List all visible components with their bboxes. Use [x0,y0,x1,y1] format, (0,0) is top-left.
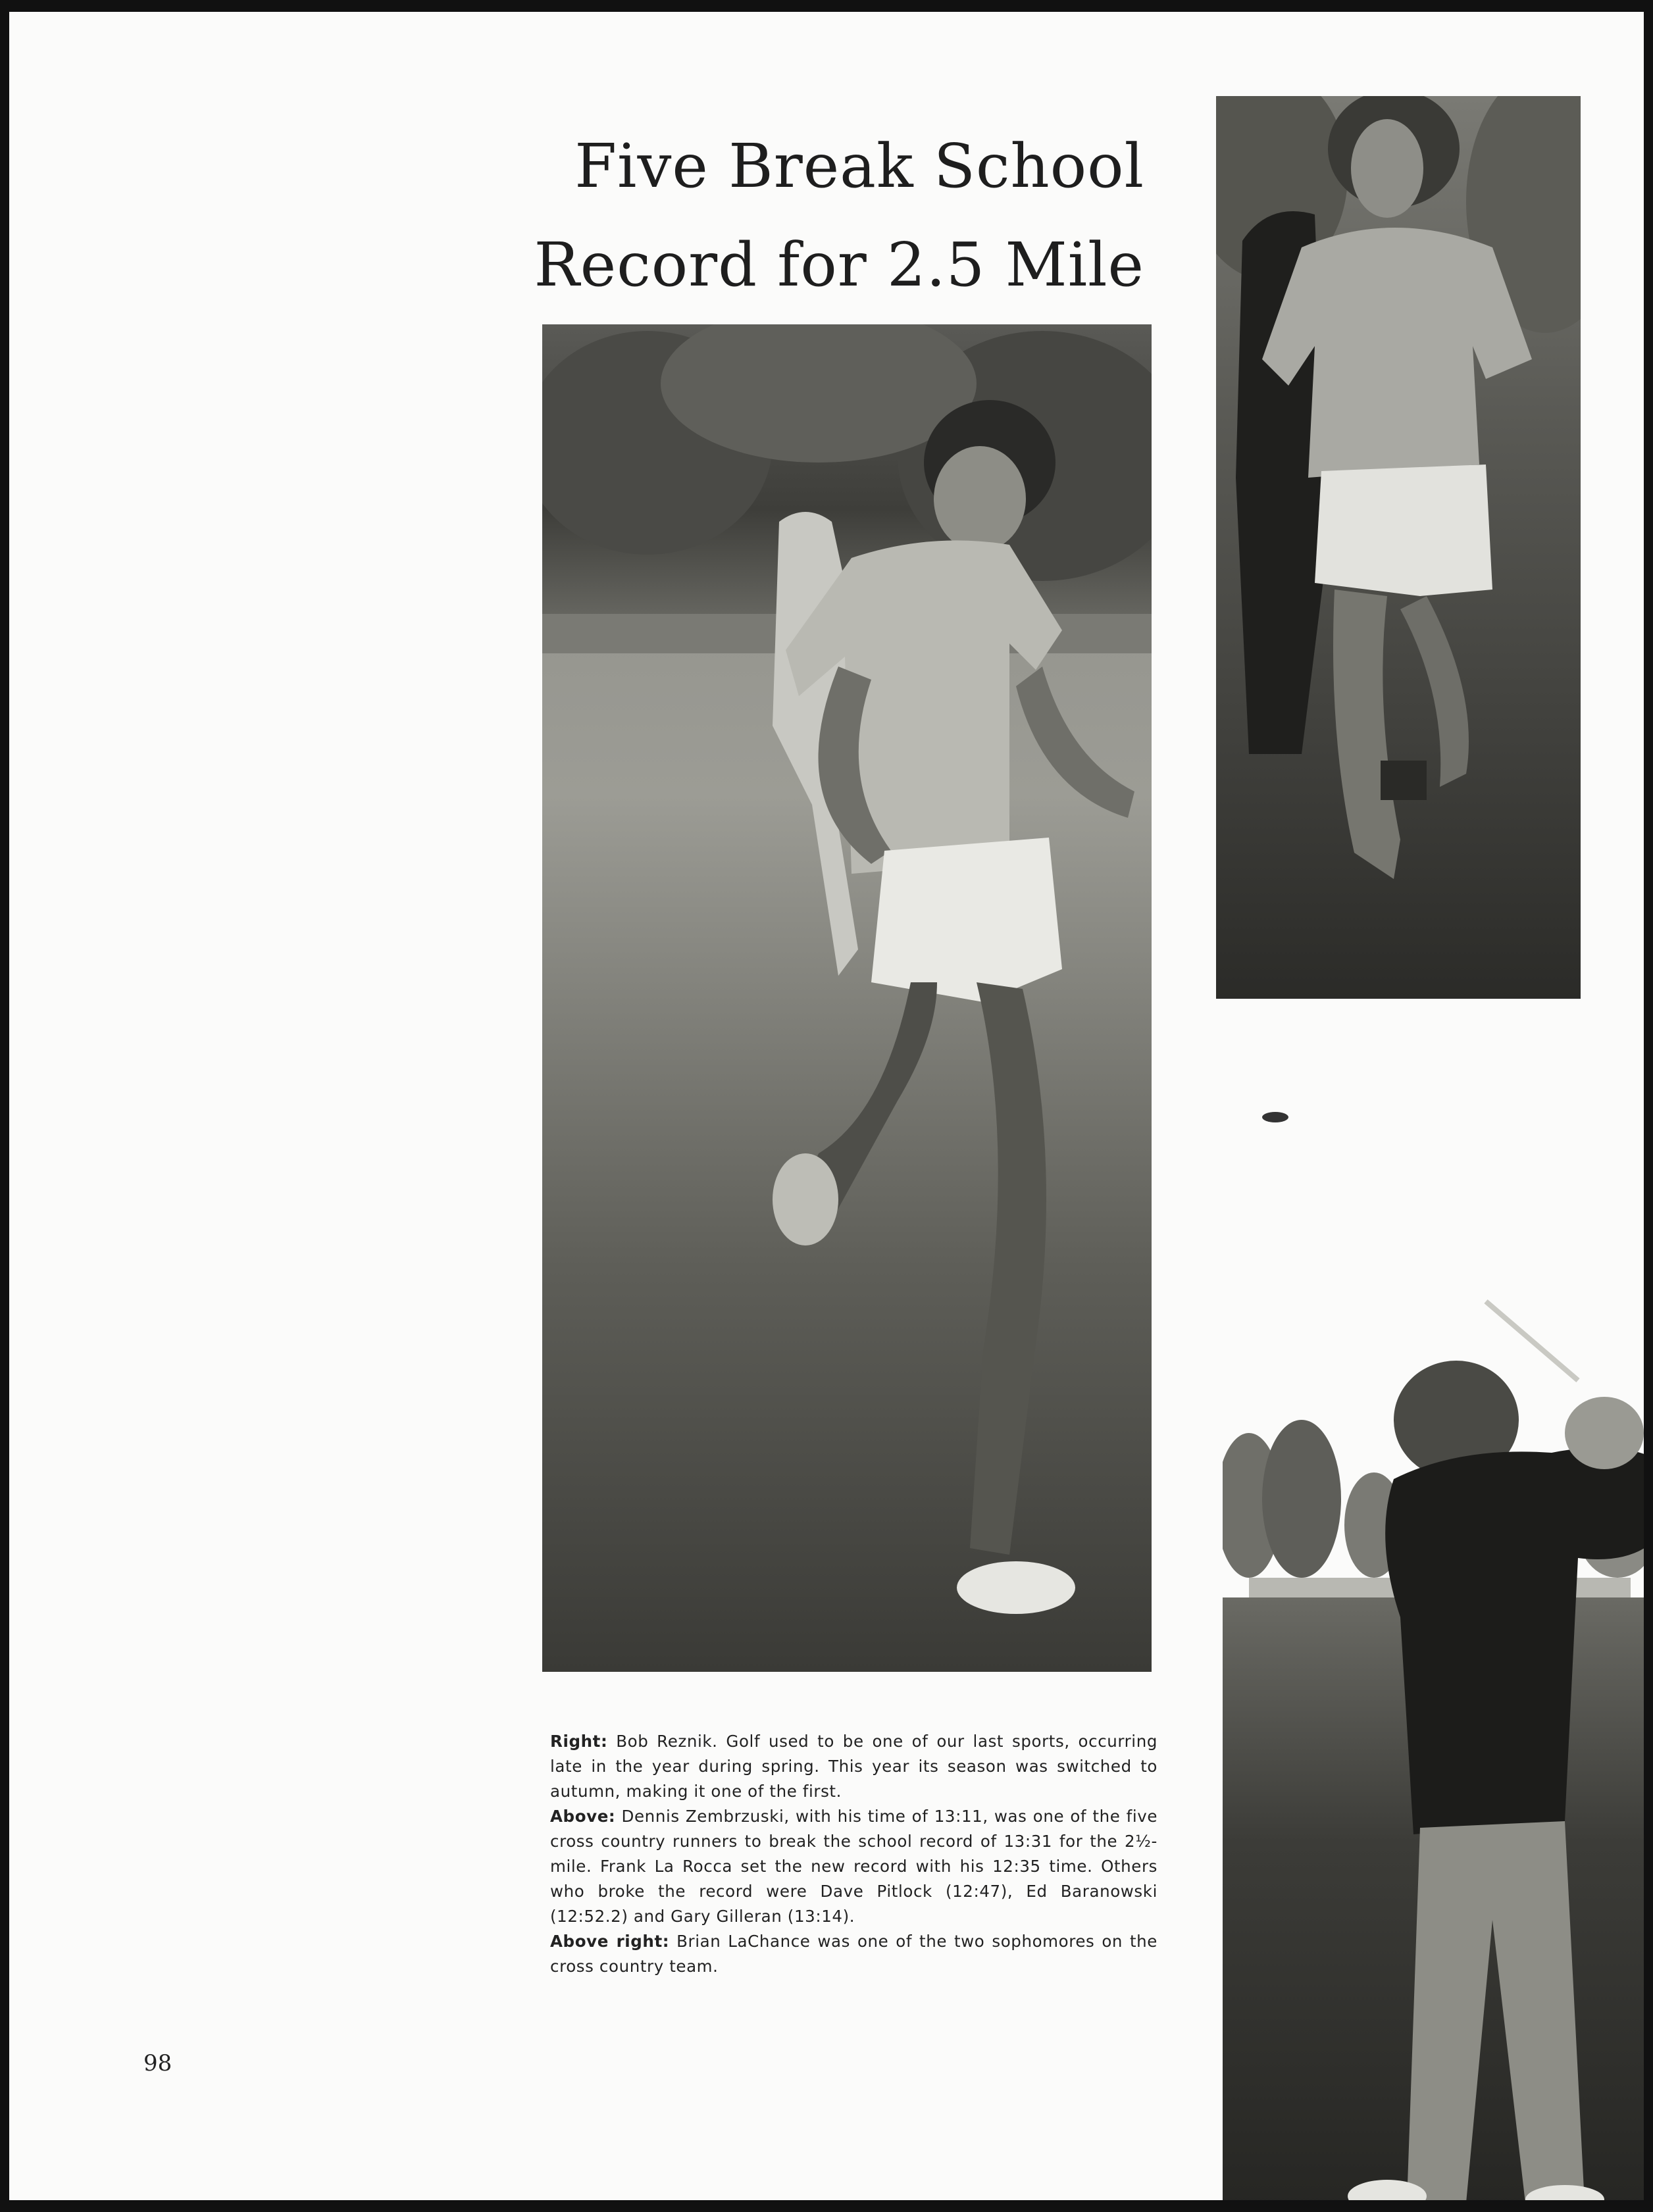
caption-text: Dennis Zembrzuski, with his time of 13:11, was one of the five cross country runners to break the school record of 13:31 for the 2½-mile. Frank La Rocca set the new record with his 12:35 time. Others who broke the record were Dave Pitlock (12:47), Ed Baranowski (12:52.2) and Gary Gilleran (13:14). [550,1807,1157,1926]
photo-caption [550,1729,1157,1979]
photo-runner-brian-lachance [1216,96,1581,999]
headline-line-2: Record for 2.5 Mile [534,230,1144,300]
caption-above [550,1804,1157,1929]
caption-text: Brian LaChance was one of the two sophomores on the cross country team. [550,1932,1157,1976]
headline [522,117,1144,314]
caption-above-right [550,1929,1157,1979]
photo-runner-dennis-zembrzuski [542,324,1152,1672]
caption-label: Above: [550,1807,616,1826]
caption-text: Bob Reznik. Golf used to be one of our last sports, occurring late in the year during spring. This year its season was switched to autumn, making it one of the first. [550,1732,1157,1801]
photo-golfer-bob-reznik [1223,1078,1644,2200]
caption-label: Above right: [550,1932,670,1951]
caption-label: Right: [550,1732,608,1751]
caption-right [550,1729,1157,1804]
page-number: 98 [143,2050,172,2076]
yearbook-page [9,12,1644,2200]
headline-line-1: Five Break School [574,131,1144,201]
